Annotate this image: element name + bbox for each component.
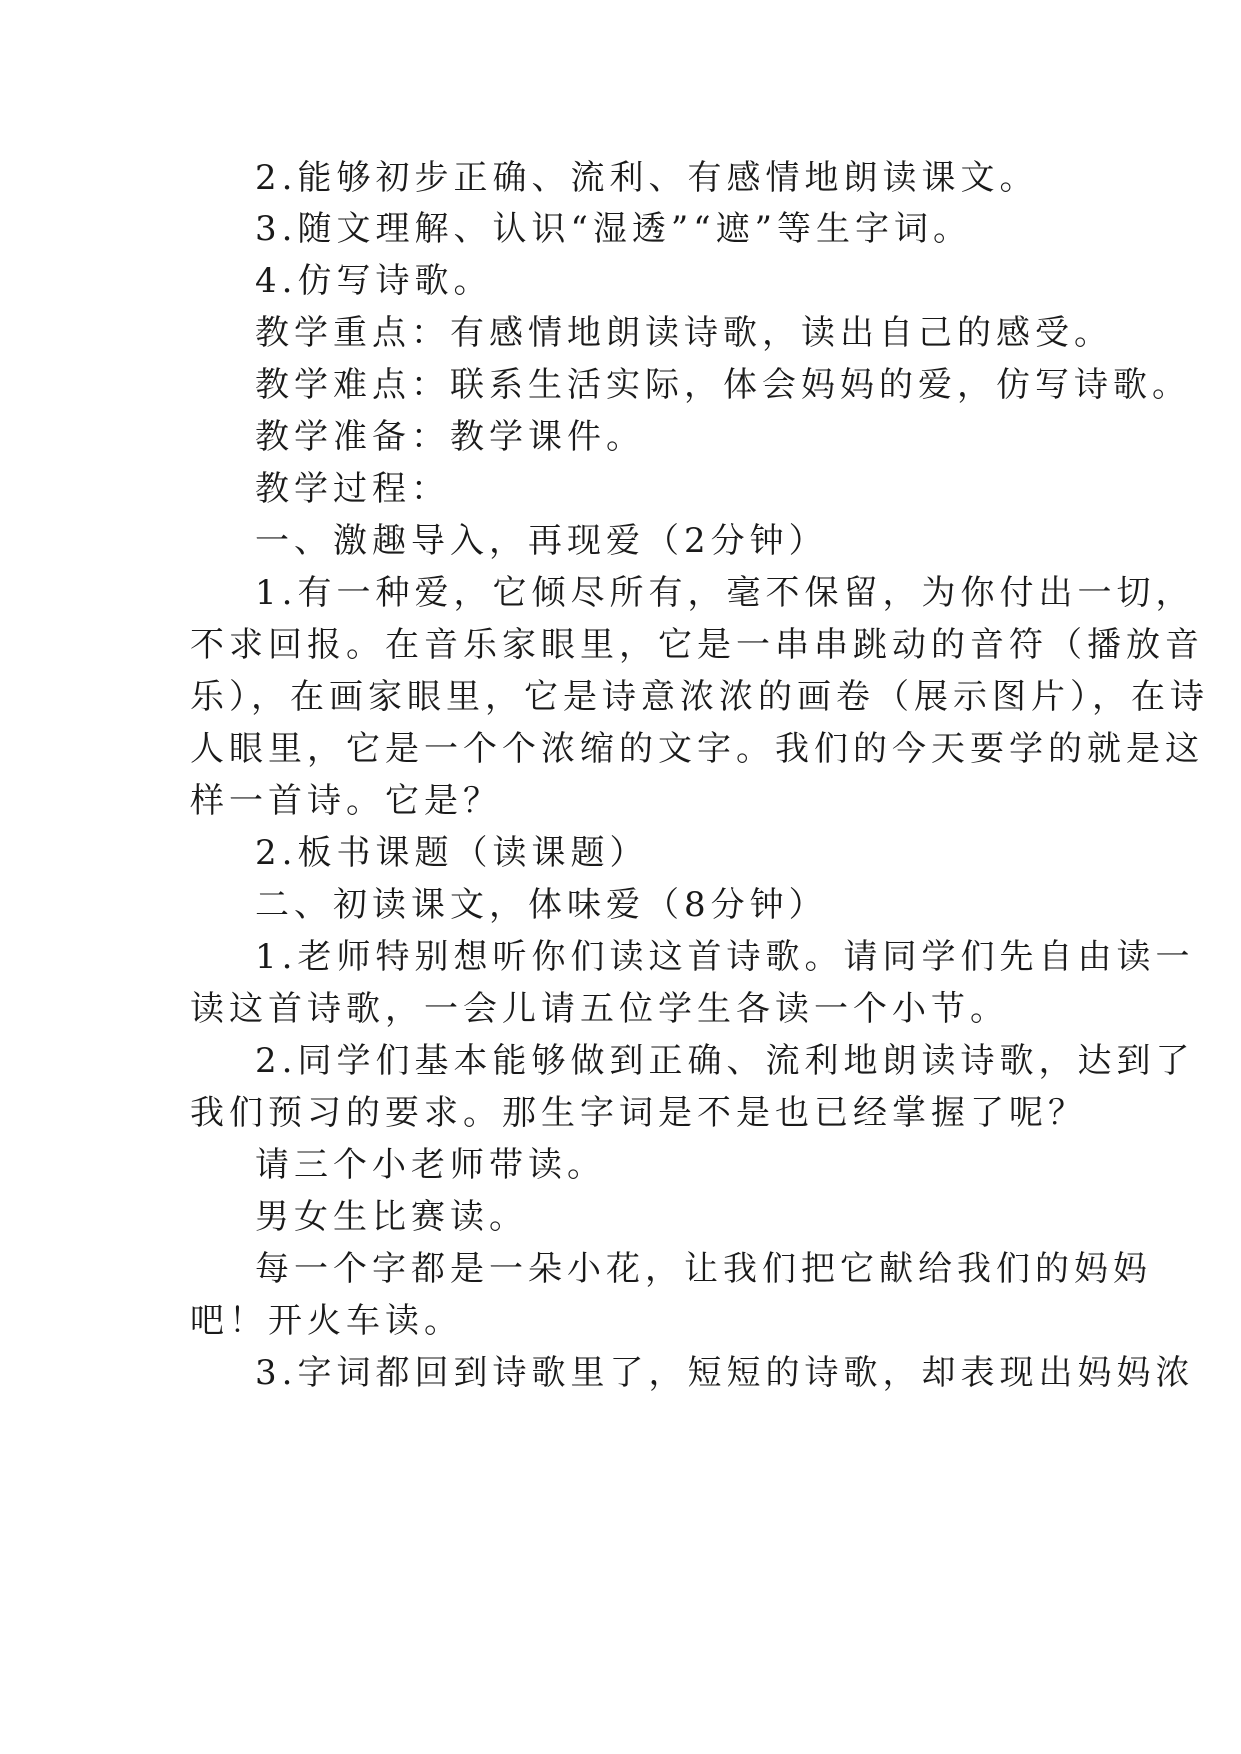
text-line: 2.同学们基本能够做到正确、流利地朗读诗歌，达到了	[255, 1041, 1195, 1081]
text-line: 3.随文理解、认识“湿透”“遮”等生字词。	[255, 209, 972, 249]
text-line: 1.老师特别想听你们读这首诗歌。请同学们先自由读一	[255, 937, 1195, 977]
text-line: 读这首诗歌，一会儿请五位学生各读一个小节。	[190, 989, 1009, 1029]
text-line: 教学准备：教学课件。	[255, 417, 645, 457]
text-line: 乐），在画家眼里，它是诗意浓浓的画卷（展示图片），在诗	[190, 677, 1209, 717]
text-line: 吧！开火车读。	[190, 1301, 463, 1341]
text-line: 不求回报。在音乐家眼里，它是一串串跳动的音符（播放音	[190, 625, 1204, 665]
text-line: 样一首诗。它是？	[190, 781, 502, 821]
text-line: 4.仿写诗歌。	[255, 261, 493, 301]
text-line: 二、初读课文，体味爱（8分钟）	[255, 885, 828, 925]
text-line: 一、激趣导入，再现爱（2分钟）	[255, 521, 828, 561]
text-line: 人眼里，它是一个个浓缩的文字。我们的今天要学的就是这	[190, 729, 1204, 769]
text-line: 教学重点：有感情地朗读诗歌，读出自己的感受。	[255, 313, 1113, 353]
text-line: 2.能够初步正确、流利、有感情地朗读课文。	[255, 158, 1039, 198]
text-line: 请三个小老师带读。	[255, 1145, 606, 1185]
text-line: 我们预习的要求。那生字词是不是也已经掌握了呢？	[190, 1093, 1087, 1133]
text-line: 3.字词都回到诗歌里了，短短的诗歌，却表现出妈妈浓	[255, 1353, 1195, 1393]
text-line: 2.板书课题（读课题）	[255, 833, 649, 873]
text-line: 教学难点：联系生活实际，体会妈妈的爱，仿写诗歌。	[255, 365, 1191, 405]
text-line: 教学过程：	[255, 469, 450, 509]
text-line: 男女生比赛读。	[255, 1197, 528, 1237]
text-line: 每一个字都是一朵小花，让我们把它献给我们的妈妈	[255, 1249, 1152, 1289]
text-line: 1.有一种爱，它倾尽所有，毫不保留，为你付出一切，	[255, 573, 1195, 613]
